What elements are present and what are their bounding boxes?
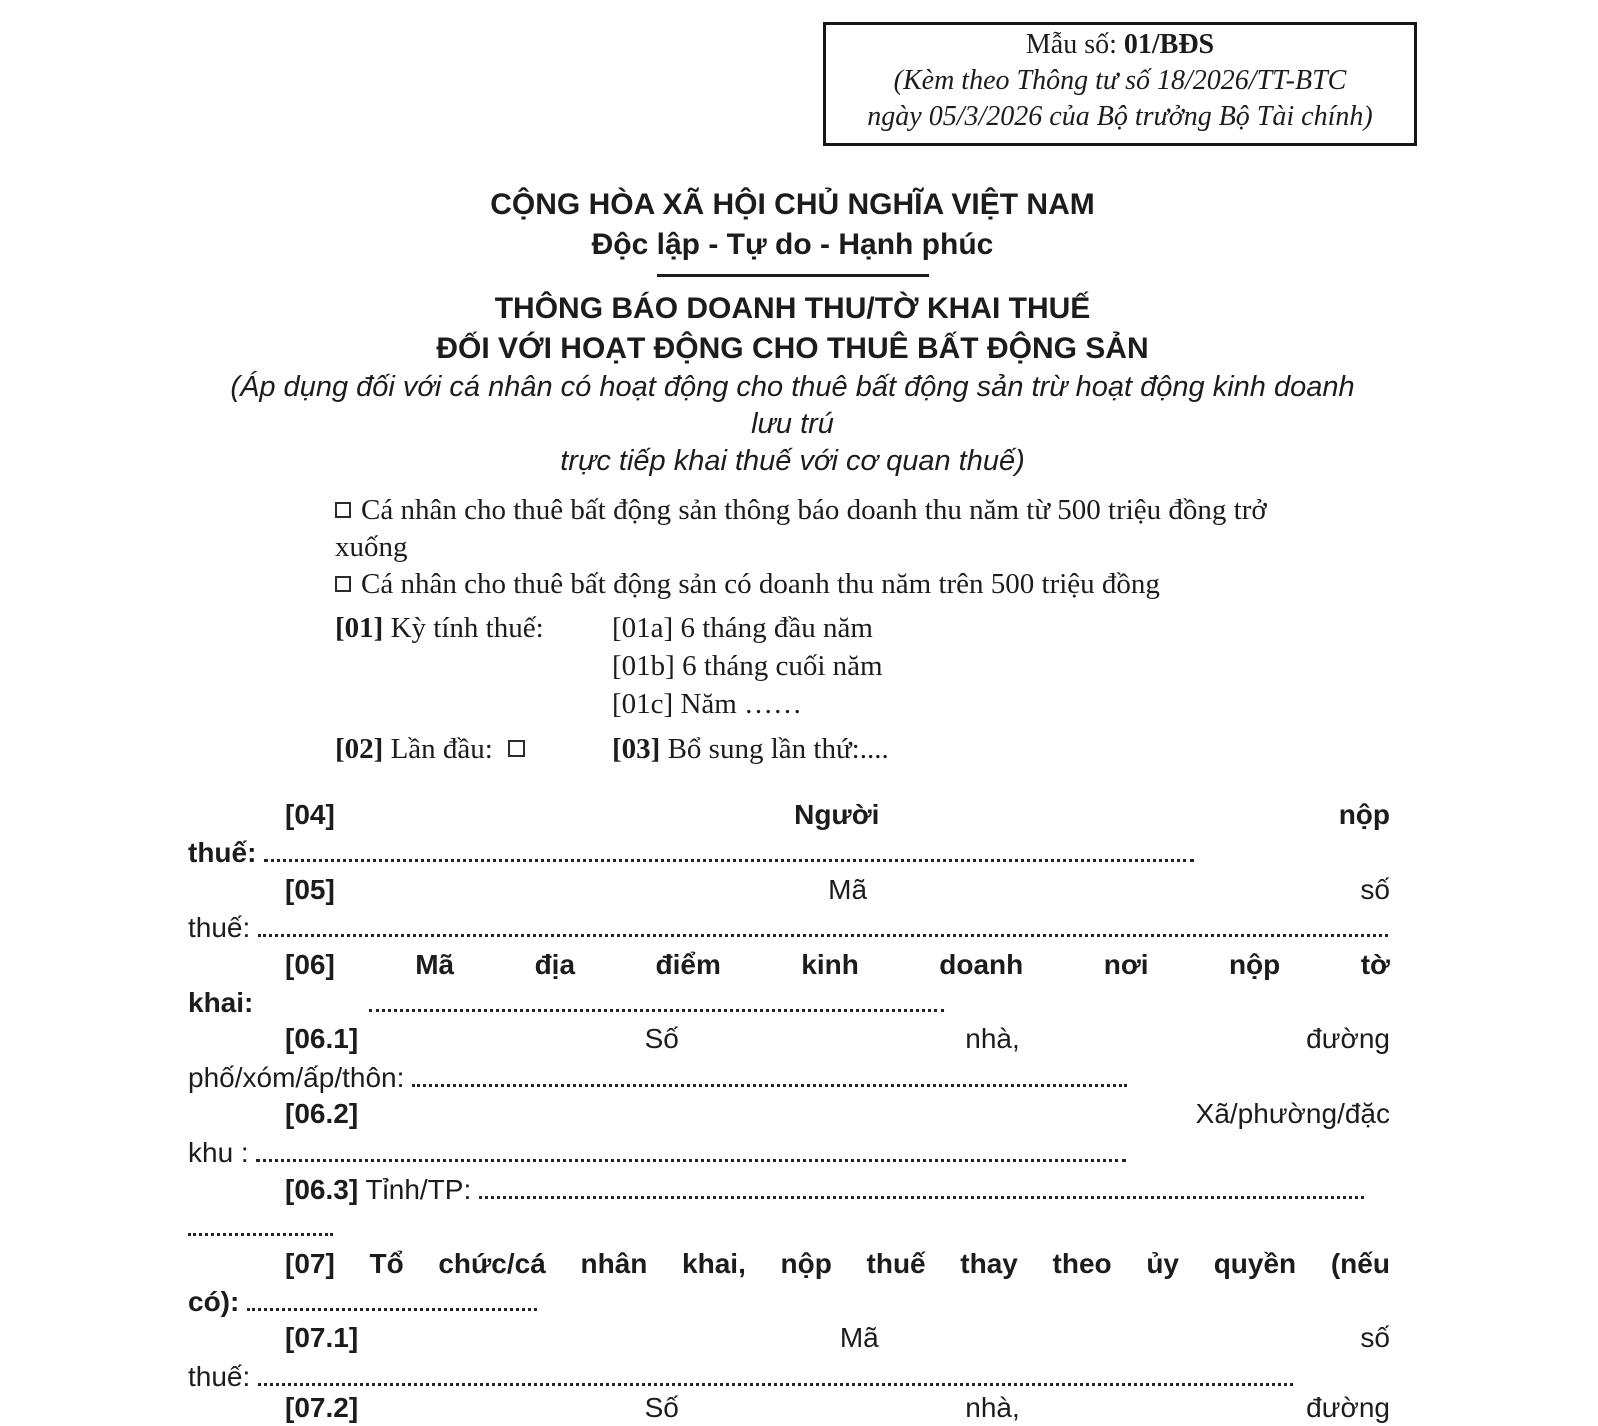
field-06-3-cont-blank[interactable] xyxy=(188,1207,333,1236)
field-06-2-cont-blank[interactable] xyxy=(256,1133,1126,1162)
form-subtitle-line3: trực tiếp khai thuế với cơ quan thuế) xyxy=(560,445,1025,477)
field-text: khai, xyxy=(682,1247,746,1279)
field-02-text: Lần đầu: xyxy=(390,733,493,765)
field-text: Mã xyxy=(839,1322,879,1354)
field-07 xyxy=(188,1245,1390,1282)
field-06-2-cont xyxy=(188,1133,1390,1170)
field-text: số xyxy=(1360,873,1390,905)
checkbox-line xyxy=(335,529,1410,566)
option-number: [01c] xyxy=(612,688,674,720)
field-text: [07.2] xyxy=(285,1392,359,1423)
checkbox-line xyxy=(335,492,1410,529)
form-number-line xyxy=(826,27,1414,63)
option-number: [01b] xyxy=(612,650,675,682)
checkbox-label: xuống xyxy=(335,531,408,563)
field-06-3-cont xyxy=(188,1207,1390,1244)
form-number-label: Mẫu số: xyxy=(1025,29,1117,60)
field-06-1-cont-blank[interactable] xyxy=(412,1058,1127,1087)
form-circular-note-line2: ngày 05/3/2026 của Bộ trưởng Bộ Tài chính) xyxy=(867,101,1373,132)
option-number: [01a] xyxy=(612,612,674,644)
field-text: số xyxy=(1360,1322,1390,1354)
form-subtitle-line1: (Áp dụng đối với cá nhân có hoạt động cho thuê bất động sản trừ hoạt động kinh doanh xyxy=(230,371,1355,403)
taxpayer-info-fields xyxy=(188,796,1390,1394)
field-text: Tỉnh/TP: xyxy=(365,1173,472,1205)
field-01-text: Kỳ tính thuế: xyxy=(390,612,544,644)
field-01-number: [01] xyxy=(335,612,384,644)
period-option[interactable] xyxy=(612,685,883,723)
field-text: Số xyxy=(644,1392,679,1423)
field-06-1-cont xyxy=(188,1058,1390,1095)
field-text: đường xyxy=(1306,1023,1390,1055)
field-03-text: Bổ sung lần thứ:.... xyxy=(667,733,889,765)
field-text: đường xyxy=(1306,1392,1390,1423)
field-text: nộp xyxy=(1228,948,1281,980)
field-01-label xyxy=(335,609,612,723)
period-option[interactable] xyxy=(612,647,883,685)
field-text: ủy xyxy=(1146,1247,1180,1279)
field-text: nhân xyxy=(580,1247,648,1279)
field-text: [06.3] xyxy=(285,1173,359,1205)
field-text: khu : xyxy=(188,1136,249,1168)
field-text: nộp xyxy=(1338,799,1390,830)
motto-divider xyxy=(657,274,929,277)
checkbox-label: Cá nhân cho thuê bất động sản có doanh thu năm trên 500 triệu đồng xyxy=(361,568,1160,600)
field-text: [07.1] xyxy=(285,1322,359,1354)
field-04-cont xyxy=(188,833,1390,870)
option-label: Năm …… xyxy=(680,688,803,720)
field-text: nhà, xyxy=(965,1023,1020,1055)
field-06-2 xyxy=(188,1095,1390,1132)
form-number-value: 01/BĐS xyxy=(1123,29,1215,60)
field-text: có): xyxy=(188,1286,240,1318)
field-text: [06] xyxy=(285,948,335,980)
field-text: phố/xóm/ấp/thôn: xyxy=(188,1061,405,1093)
empty-checkbox-icon[interactable] xyxy=(335,502,351,518)
national-header xyxy=(190,185,1395,277)
field-04-cont-blank[interactable] xyxy=(264,833,1194,862)
field-text: thuế: xyxy=(188,1360,251,1392)
declaration-type-row xyxy=(335,730,1410,768)
period-options xyxy=(612,609,883,723)
field-text: kinh xyxy=(801,948,859,980)
field-text: Mã xyxy=(828,873,868,905)
field-07-cont-blank[interactable] xyxy=(247,1282,537,1311)
field-text: tờ xyxy=(1360,948,1390,980)
field-06 xyxy=(188,946,1390,983)
field-text: nộp xyxy=(780,1247,832,1279)
field-07-1-cont-blank[interactable] xyxy=(258,1357,1293,1386)
field-text: thuế: xyxy=(188,912,251,944)
field-02-number: [02] xyxy=(335,733,384,765)
country-name: CỘNG HÒA XÃ HỘI CHỦ NGHĨA VIỆT NAM xyxy=(490,188,1095,221)
field-text: Người xyxy=(794,799,880,830)
national-motto: Độc lập - Tự do - Hạnh phúc xyxy=(591,228,994,261)
field-06-1 xyxy=(188,1020,1390,1057)
option-label: 6 tháng đầu năm xyxy=(680,612,873,644)
field-text: điểm xyxy=(655,948,721,980)
field-text: [05] xyxy=(285,873,335,905)
period-row xyxy=(335,609,1410,723)
field-05 xyxy=(188,871,1390,908)
form-circular-note-line1: (Kèm theo Thông tư số 18/2026/TT-BTC xyxy=(893,65,1347,96)
field-text: quyền xyxy=(1213,1247,1297,1279)
field-text: thay xyxy=(960,1247,1018,1279)
form-title-line2: ĐỐI VỚI HOẠT ĐỘNG CHO THUÊ BẤT ĐỘNG SẢN xyxy=(436,332,1149,365)
field-text: thuế: xyxy=(188,837,257,869)
field-text: [04] xyxy=(285,799,335,830)
form-title-line1: THÔNG BÁO DOANH THU/TỜ KHAI THUẾ xyxy=(494,292,1091,325)
clipped-bottom-line xyxy=(188,1389,1390,1426)
form-number-box xyxy=(823,22,1417,146)
field-03-number: [03] xyxy=(612,733,661,765)
checkbox-label: Cá nhân cho thuê bất động sản thông báo doanh thu năm từ 500 triệu đồng trở xyxy=(361,494,1267,526)
field-text: Mã xyxy=(415,948,455,980)
field-text: theo xyxy=(1052,1247,1112,1279)
field-text: nơi xyxy=(1103,948,1149,980)
field-text: [06.1] xyxy=(285,1023,359,1055)
field-06-3 xyxy=(188,1170,1390,1207)
checkbox-line xyxy=(335,566,1410,603)
field-text: [06.2] xyxy=(285,1098,359,1130)
field-text: doanh xyxy=(939,948,1024,980)
field-05-cont-blank[interactable] xyxy=(258,908,1388,937)
tax-period-section xyxy=(335,609,1410,768)
empty-checkbox-icon[interactable] xyxy=(335,576,351,592)
field-text: thuế xyxy=(866,1247,926,1279)
first-time-checkbox[interactable] xyxy=(508,740,525,757)
field-06-cont-blank[interactable] xyxy=(369,983,944,1012)
field-06-cont xyxy=(188,983,1390,1020)
field-02-label xyxy=(335,730,612,768)
field-07-cont xyxy=(188,1282,1390,1319)
field-text: Xã/phường/đặc xyxy=(1195,1098,1390,1130)
field-text: [07] xyxy=(285,1247,335,1279)
field-text: Tổ xyxy=(369,1247,404,1279)
period-option[interactable] xyxy=(612,609,883,647)
option-label: 6 tháng cuối năm xyxy=(682,650,883,682)
field-03-label xyxy=(612,730,889,768)
field-07-2-clipped xyxy=(188,1389,1390,1426)
field-text: địa xyxy=(534,948,576,980)
field-05-cont xyxy=(188,908,1390,945)
field-text: khai: xyxy=(188,986,254,1018)
field-07-1 xyxy=(188,1319,1390,1356)
form-title-block xyxy=(190,289,1395,480)
taxpayer-type-checkboxes xyxy=(335,492,1410,603)
field-text: Số xyxy=(644,1023,679,1055)
form-subtitle-line2: lưu trú xyxy=(751,408,834,440)
field-text: (nếu xyxy=(1330,1247,1390,1279)
field-06-3-blank[interactable] xyxy=(479,1170,1364,1199)
field-text: nhà, xyxy=(965,1392,1020,1423)
field-text: chức/cá xyxy=(438,1247,546,1279)
field-04 xyxy=(188,796,1390,833)
